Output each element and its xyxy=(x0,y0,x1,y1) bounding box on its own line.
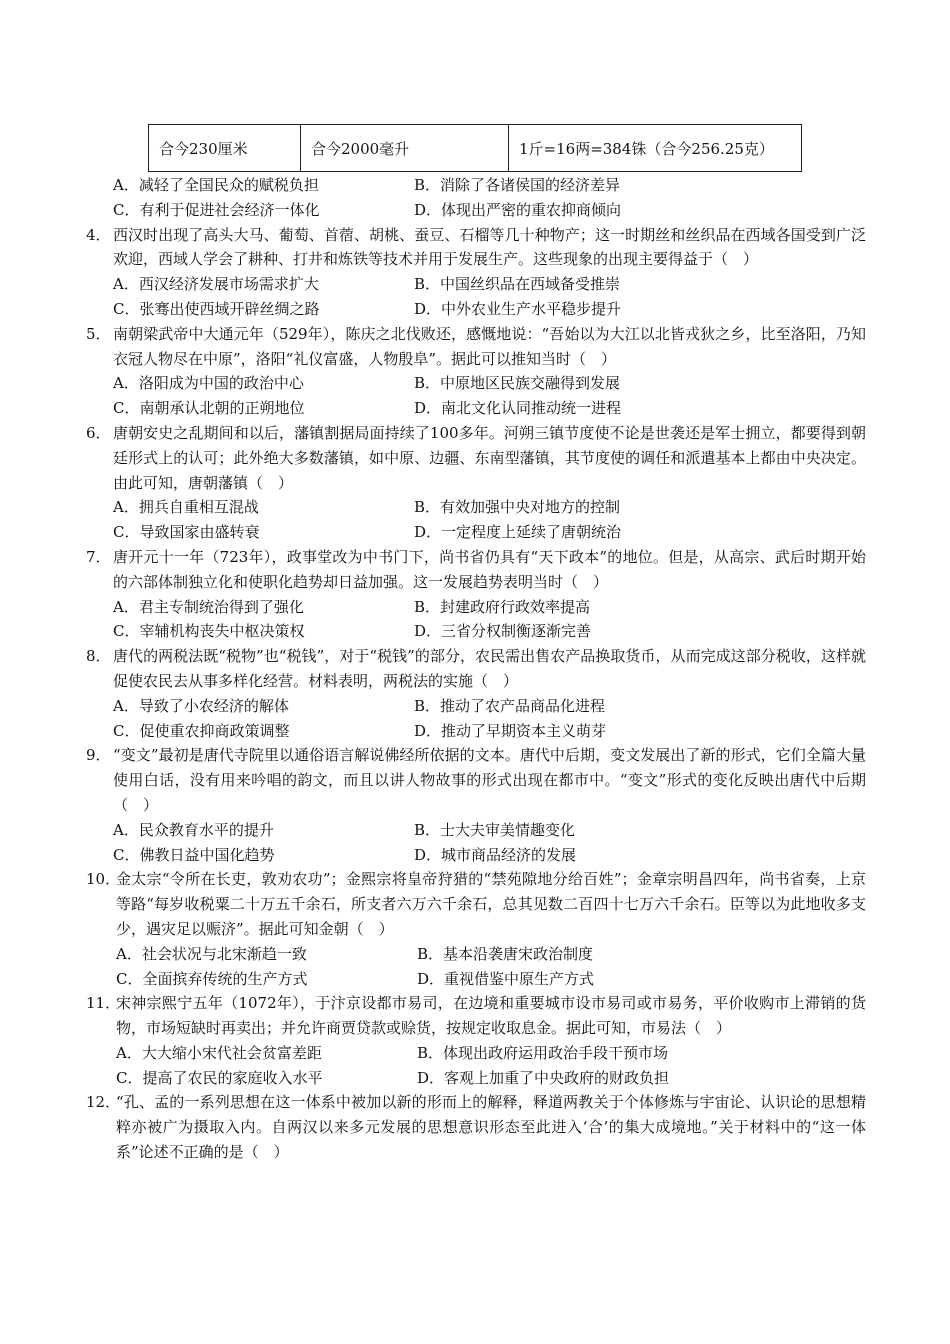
option-a: A．拥兵自重相互混战 xyxy=(113,498,259,517)
option-d: D．推动了早期资本主义萌芽 xyxy=(414,721,607,740)
question-number: 11． xyxy=(86,994,121,1013)
option-b: B．有效加强中央对地方的控制 xyxy=(414,498,621,517)
question-stem: 宋神宗熙宁五年（1072年），于汴京设都市易司，在边境和重要城市设市易司或市易务，平价收购市上滞销的货物，市场短缺时再卖出；并允许商贾贷款或赊货，按规定收取息金。据此可知，市易法（ ） xyxy=(116,994,866,1038)
question-7 xyxy=(86,545,866,644)
option-a: A．西汉经济发展市场需求扩大 xyxy=(113,275,319,294)
question-stem: 西汉时出现了高头大马、葡萄、首蓿、胡桃、蚕豆、石榴等几十种物产；这一时期丝和丝织品在西域各国受到广泛欢迎，西域人学会了耕种、打井和炼铁等技术并用于发展生产。这些现象的出现主要得益于（ ） xyxy=(113,225,866,269)
option-d: D．客观上加重了中央政府的财政负担 xyxy=(417,1068,670,1087)
question-number: 8． xyxy=(86,647,111,666)
question-options xyxy=(86,371,866,421)
option-d: D．一定程度上延续了唐朝统治 xyxy=(414,523,622,542)
option-c: C．有利于促进社会经济一体化 xyxy=(113,200,320,219)
question-8 xyxy=(86,644,866,743)
weight-cell: 1斤=16两=384铢（合今256.25克） xyxy=(509,125,802,172)
question-stem: 南朝梁武帝中大通元年（529年），陈庆之北伐败还，感慨地说：“吾始以为大江以北皆戎狄之乡，比至洛阳，乃知衣冠人物尽在中原”，洛阳“礼仪富盛，人物殷阜”。据此可以推知当时（ ） xyxy=(113,324,866,368)
table-row xyxy=(149,125,802,172)
option-b: B．士大夫审美情趣变化 xyxy=(414,820,576,839)
question-options xyxy=(86,272,866,322)
option-d: D．重视借鉴中原生产方式 xyxy=(417,969,595,988)
question-number: 5． xyxy=(86,324,111,343)
question-options xyxy=(86,595,866,645)
question-11 xyxy=(86,991,866,1090)
option-b: B．消除了各诸侯国的经济差异 xyxy=(414,176,621,194)
option-b: B．封建政府行政效率提高 xyxy=(414,597,591,616)
option-c: C．佛教日益中国化趋势 xyxy=(113,845,275,864)
option-c: C．促使重农抑商政策调整 xyxy=(113,721,290,740)
question-stem: 唐开元十一年（723年），政事堂改为中书门下，尚书省仍具有“天下政本”的地位。但是，从高宗、武后时期开始的六部体制独立化和使职化趋势却日益加强。这一发展趋势表明当时（ ） xyxy=(113,547,866,591)
option-a: A．大大缩小宋代社会贫富差距 xyxy=(116,1043,322,1062)
question-10 xyxy=(86,867,866,991)
option-d: D．南北文化认同推动统一进程 xyxy=(414,399,622,418)
option-c: C．导致国家由盛转衰 xyxy=(113,523,260,542)
question-number: 4． xyxy=(86,225,111,244)
question-12 xyxy=(86,1090,866,1164)
option-d: D．体现出严密的重农抑商倾向 xyxy=(414,200,622,219)
question-stem: 唐代的两税法既“税物”也“税钱”，对于“税钱”的部分，农民需出售农产品换取货币，从而完成这部分税收，这样就促使农民去从事多样化经营。材料表明，两税法的实施（ ） xyxy=(113,647,866,690)
question-options xyxy=(86,942,866,992)
question-number: 9． xyxy=(86,746,111,765)
question-number: 10． xyxy=(86,870,121,889)
option-a: A．社会状况与北宋渐趋一致 xyxy=(116,944,307,963)
question-stem: 金太宗“令所在长吏，敦劝农功”；金熙宗将皇帝狩猎的“禁苑隙地分给百姓”；金章宗明昌四年，尚书省奏，上京等路“每岁收税粟二十万五千余石，所支者六万六千余石，总其见数二百四十七万六千余石。臣等以为此地收多支少，遇灾足以赈济”。据此可知金朝（ ） xyxy=(116,870,866,938)
option-b: B．推动了农产品商品化进程 xyxy=(414,696,606,715)
option-c: C．提高了农民的家庭收入水平 xyxy=(116,1068,323,1087)
option-a: A．洛阳成为中国的政治中心 xyxy=(113,374,304,393)
question-number: 12． xyxy=(86,1093,121,1112)
option-c: C．宰辅机构丧失中枢决策权 xyxy=(113,622,305,641)
question-options xyxy=(86,1041,866,1091)
option-b: B．基本沿袭唐宋政治制度 xyxy=(417,944,594,963)
question-4 xyxy=(86,223,866,322)
question-number: 7． xyxy=(86,547,111,566)
option-c: C．张骞出使西域开辟丝绸之路 xyxy=(113,299,320,318)
question-options xyxy=(86,495,866,545)
option-a: A．民众教育水平的提升 xyxy=(113,820,274,839)
volume-cell: 合今2000毫升 xyxy=(301,125,509,172)
option-b: B．中原地区民族交融得到发展 xyxy=(414,374,621,393)
question-number: 6． xyxy=(86,423,111,442)
option-a: A．君主专制统治得到了强化 xyxy=(113,597,304,616)
option-a: A．减轻了全国民众的赋税负担 xyxy=(113,176,319,194)
question-5 xyxy=(86,322,866,421)
option-d: D．中外农业生产水平稳步提升 xyxy=(414,299,622,318)
question-stem: “变文”最初是唐代寺院里以通俗语言解说佛经所依据的文本。唐代中后期，变文发展出了新的形式，它们全篇大量使用白话，没有用来吟唱的韵文，而且以讲人物故事的形式出现在都市中。“变文”形式的变化反映出唐代中后期（ ） xyxy=(113,746,866,814)
question-stem: 唐朝安史之乱期间和以后，藩镇割据局面持续了100多年。河朔三镇节度使不论是世袭还是军士拥立，都要得到朝廷形式上的认可；此外绝大多数藩镇，如中原、边疆、东南型藩镇，其节度使的调任和派遣基本上都由中央决定。由此可知，唐朝藩镇（ ） xyxy=(113,423,866,492)
option-b: B．体现出政府运用政治手段干预市场 xyxy=(417,1043,669,1062)
option-d: D．三省分权制衡逐渐完善 xyxy=(414,622,592,641)
question-3-options xyxy=(86,173,866,223)
question-9 xyxy=(86,743,866,867)
option-c: C．南朝承认北朝的正朔地位 xyxy=(113,399,305,418)
question-6 xyxy=(86,421,866,545)
question-options xyxy=(86,694,866,744)
option-a: A．导致了小农经济的解体 xyxy=(113,696,289,715)
option-b: B．中国丝织品在西域备受推崇 xyxy=(414,275,621,294)
question-content xyxy=(86,173,866,1165)
option-d: D．城市商品经济的发展 xyxy=(414,845,577,864)
question-stem: “孔、孟的一系列思想在这一体系中被加以新的形而上的解释，释道两教关于个体修炼与宇宙论、认识论的思想精粹亦被广为摄取入内。自两汉以来多元发展的思想意识形态至此进入‘合’的集大成境地。”关于材料中的“这一体系”论述不正确的是（ ） xyxy=(116,1093,866,1162)
length-cell: 合今230厘米 xyxy=(149,125,301,172)
option-c: C．全面摈弃传统的生产方式 xyxy=(116,969,308,988)
question-options xyxy=(86,818,866,868)
measurement-table xyxy=(148,124,802,172)
